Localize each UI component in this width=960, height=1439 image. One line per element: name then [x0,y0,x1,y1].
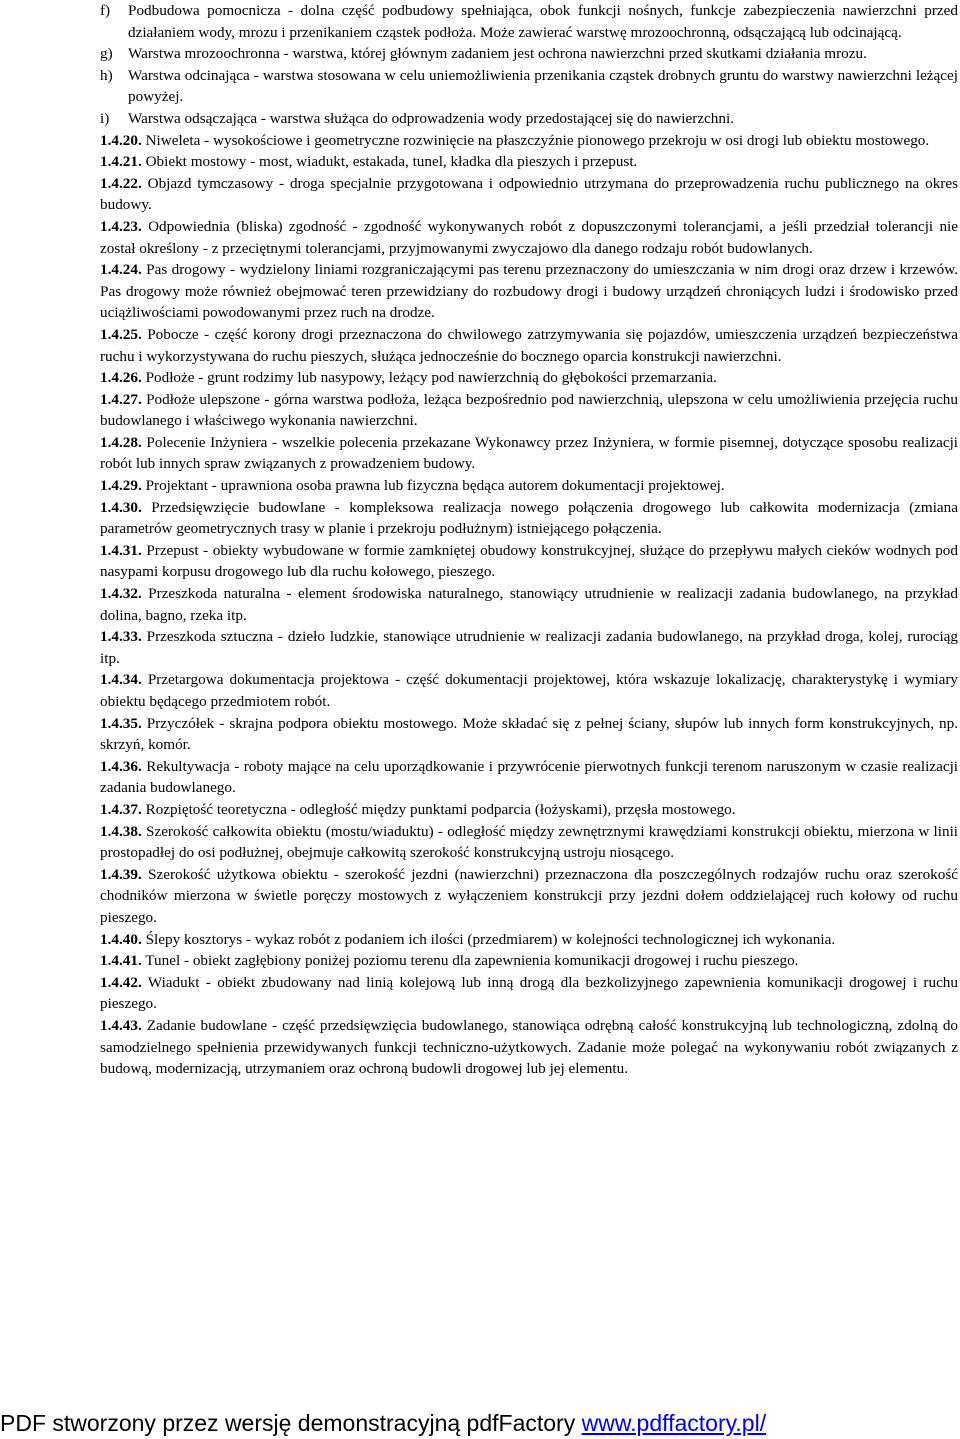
subitem-list [100,0,958,130]
definition-item: 1.4.43. Zadanie budowlane - część przedsięwzięcia budowlanego, stanowiąca odrębną całość konstrukcyjną lub technologiczną, zdolną do samodzielnego spełnienia przewidywanych funkcji techniczno-użytkowych. Zadanie może polegać na wykonywaniu robót związanych z budową, modernizacją, utrzymaniem oraz ochroną budowli drogowej lub jej elementu. [100,1016,959,1078]
definition-item: 1.4.40. Ślepy kosztorys - wykaz robót z podaniem ich ilości (przedmiarem) w kolejności technologicznej ich wykonania. [100,930,836,948]
definition-item: 1.4.41. Tunel - obiekt zagłębiony poniżej poziomu terenu dla zapewnienia komunikacji drogowej i ruchu pieszego. [100,952,799,970]
definition-item: 1.4.28. Polecenie Inżyniera - wszelkie polecenia przekazane Wykonawcy przez Inżyniera, w formie pisemnej, dotyczące sposobu realizacji robót lub innych spraw związanych z prowadzeniem budowy. [100,433,959,473]
definition-item: 1.4.34. Przetargowa dokumentacja projektowa - część dokumentacji projektowej, która wskazuje lokalizację, charakterystykę i wymiary obiektu będącego przedmiotem robót. [100,671,958,710]
subitem-f: f) Podbudowa pomocnicza - dolna część podbudowy spełniająca, obok funkcji nośnych, funkcje zabezpieczenia nawierzchni przed działaniem wody, mrozu i przenikaniem cząstek podłoża. Może zawierać warstwę mrozoochronną, odsączającą lub odcinającą. [100,2,958,41]
definition-item: 1.4.30. Przedsięwzięcie budowlane - kompleksowa realizacja nowego połączenia drogowego lub całkowita modernizacja (zmiana parametrów geometrycznych trasy w planie i przekroju podłużnym) istniejącego połączenia. [100,498,959,538]
definition-item: 1.4.24. Pas drogowy - wydzielony liniami rozgraniczającymi pas terenu przeznaczony do umieszczania w nim drogi oraz drzew i krzewów. Pas drogowy może również obejmować teren przewidziany do rozbudowy drogi i budowy urządzeń chroniących ludzi i środowisko przed uciążliwościami powodowanymi przez ruch na drodze. [100,261,958,322]
definition-item: 1.4.27. Podłoże ulepszone - górna warstwa podłoża, leżąca bezpośrednio pod nawierzchnią, ulepszona w celu umożliwienia przejęcia ruchu budowlanego i właściwego wykonania nawierzchni. [100,390,958,430]
definition-item: 1.4.39. Szerokość użytkowa obiektu - szerokość jezdni (nawierzchni) przeznaczona dla poszczególnych rodzajów ruchu oraz szerokość chodników mierzona w świetle poręczy mostowych z wyłączeniem konstrukcji przy jezdni dołem oddzielającej ruch kołowy od ruchu pieszego. [100,865,958,926]
footer-link[interactable]: www.pdffactory.pl/ [581,1410,767,1436]
definition-list [100,130,958,1080]
subitem-h: h) Warstwa odcinająca - warstwa stosowana w celu uniemożliwienia przenikania cząstek drobnych gruntu do warstwy nawierzchni leżącej powyżej. [100,66,958,106]
definition-item: 1.4.38. Szerokość całkowita obiektu (mostu/wiaduktu) - odległość między zewnętrznymi krawędziami konstrukcji obiektu, mierzona w linii prostopadłej do osi podłużnej, obejmuje całkowitą szerokość konstrukcyjną ustroju niosącego. [100,822,959,862]
pdf-watermark-footer [0,1408,960,1439]
definition-item: 1.4.35. Przyczółek - skrajna podpora obiektu mostowego. Może składać się z pełnej ściany, słupów lub innych form konstrukcyjnych, np. skrzyń, komór. [100,714,959,754]
footer-text: PDF stworzony przez wersję demonstracyjną pdfFactory [0,1410,582,1436]
definition-item: 1.4.29. Projektant - uprawniona osoba prawna lub fizyczna będąca autorem dokumentacji projektowej. [100,477,725,495]
definition-item: 1.4.31. Przepust - obiekty wybudowane w formie zamkniętej obudowy konstrukcyjnej, służące do przepływu małych cieków wodnych pod nasypami korpusu drogowego lub dla ruchu kołowego, pieszego. [100,541,958,581]
definition-item: 1.4.21. Obiekt mostowy - most, wiadukt, estakada, tunel, kładka dla pieszych i przepust. [100,153,638,171]
definition-item: 1.4.20. Niweleta - wysokościowe i geometryczne rozwinięcie na płaszczyźnie pionowego przekroju w osi drogi lub obiektu mostowego. [100,131,930,149]
document-body [100,0,958,1080]
subitem-g: g) Warstwa mrozoochronna - warstwa, której głównym zadaniem jest ochrona nawierzchni przed skutkami działania mrozu. [100,45,867,63]
definition-item: 1.4.25. Pobocze - część korony drogi przeznaczona do chwilowego zatrzymywania się pojazdów, umieszczenia urządzeń bezpieczeństwa ruchu i wykorzystywana do ruchu pieszych, służąca jednocześnie do bocznego oparcia konstrukcji nawierzchni. [100,325,958,365]
definition-item: 1.4.23. Odpowiednia (bliska) zgodność - zgodność wykonywanych robót z dopuszczonymi tolerancjami, a jeśli przedział tolerancji nie został określony - z przeciętnymi tolerancjami, przyjmowanymi zwyczajowo dla danego rodzaju robót budowlanych. [100,217,958,257]
definition-item: 1.4.36. Rekultywacja - roboty mające na celu uporządkowanie i przywrócenie pierwotnych funkcji terenom naruszonym w czasie realizacji zadania budowlanego. [100,757,959,797]
definition-item: 1.4.37. Rozpiętość teoretyczna - odległość między punktami podparcia (łożyskami), przęsła mostowego. [100,800,736,818]
definition-item: 1.4.32. Przeszkoda naturalna - element środowiska naturalnego, stanowiący utrudnienie w realizacji zadania budowlanego, na przykład dolina, bagno, rzeka itp. [100,585,958,624]
subitem-i: i) Warstwa odsączająca - warstwa służąca do odprowadzenia wody przedostającej się do nawierzchni. [100,109,735,127]
definition-item: 1.4.33. Przeszkoda sztuczna - dzieło ludzkie, stanowiące utrudnienie w realizacji zadania budowlanego, na przykład droga, kolej, rurociąg itp. [100,628,959,667]
definition-item: 1.4.22. Objazd tymczasowy - droga specjalnie przygotowana i odpowiednio utrzymana do przeprowadzenia ruchu publicznego na okres budowy. [100,174,959,214]
definition-item: 1.4.26. Podłoże - grunt rodzimy lub nasypowy, leżący pod nawierzchnią do głębokości przemarzania. [100,369,717,387]
definition-item: 1.4.42. Wiadukt - obiekt zbudowany nad linią kolejową lub inną drogą dla bezkolizyjnego zapewnienia komunikacji drogowej i ruchu pieszego. [100,973,958,1013]
